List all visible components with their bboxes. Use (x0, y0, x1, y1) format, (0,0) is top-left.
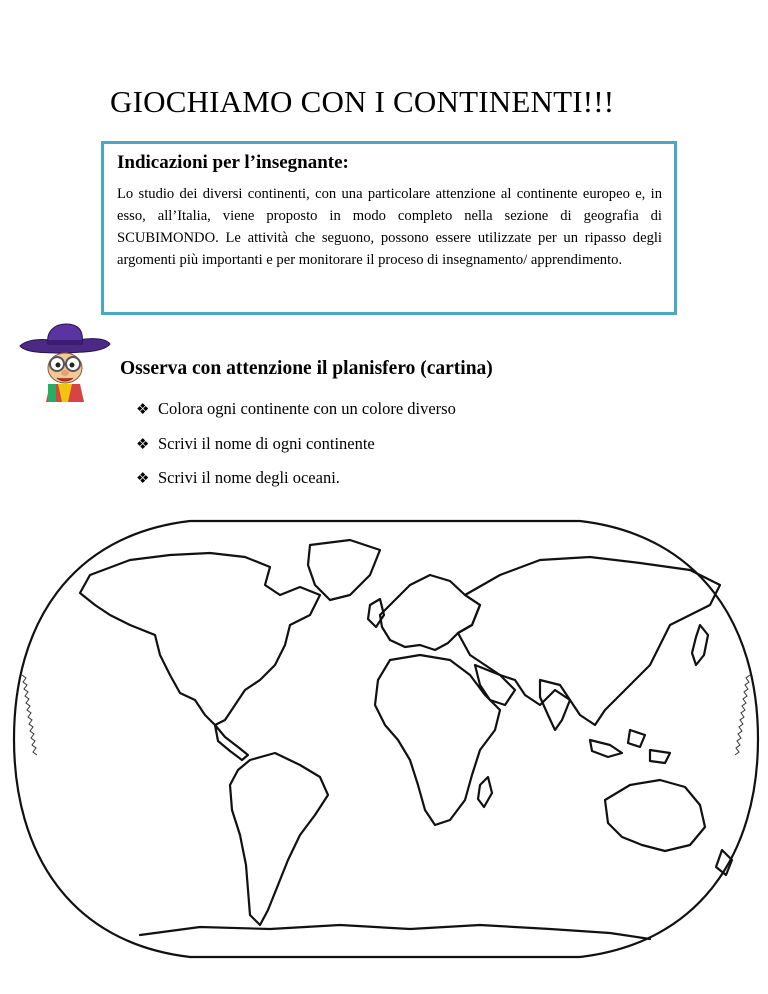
africa-outline (375, 655, 500, 825)
teacher-notes-text: Lo studio dei diversi continenti, con una particolare attenzione al continente europeo e, in esso, all’Italia, viene proposto in modo completo nella sezione di geografia di SCUBIMONDO. Le attività che seguono, possono essere utilizzate per un ripasso degli argomenti più importanti e per monitorare il proceso di insegnamento/ apprendimento. (117, 186, 662, 268)
asia-outline (458, 557, 720, 725)
world-map-image (10, 515, 762, 963)
task-text: Colora ogni continente con un colore diverso (158, 399, 456, 418)
bullet-icon: ❖ (136, 434, 150, 453)
bullet-icon: ❖ (136, 400, 150, 418)
task-list (136, 398, 456, 502)
task-text: Scrivi il nome degli oceani. (158, 468, 340, 487)
bullet-icon: ❖ (136, 469, 150, 487)
india-outline (540, 680, 570, 730)
list-item (136, 398, 456, 433)
madagascar-outline (478, 777, 492, 807)
section-heading: Osserva con attenzione il planisfero (cartina) (120, 358, 493, 379)
list-item (136, 433, 456, 468)
north-america-outline (80, 553, 320, 725)
task-text: Scrivi il nome di ogni continente (158, 433, 375, 453)
map-frame (14, 521, 758, 957)
islands-outline (590, 730, 670, 763)
antarctica-outline (140, 925, 650, 939)
greenland-outline (308, 540, 380, 600)
mascot-icon (18, 322, 112, 404)
teacher-notes-box (101, 141, 677, 315)
central-america-outline (215, 725, 248, 760)
page-title: GIOCHIAMO CON I CONTINENTI!!! (110, 84, 615, 119)
list-item (136, 467, 456, 502)
europe-outline (380, 575, 480, 650)
australia-outline (605, 780, 705, 851)
teacher-notes-heading: Indicazioni per l’insegnante: (117, 152, 349, 173)
japan-outline (692, 625, 708, 665)
south-america-outline (230, 753, 328, 925)
